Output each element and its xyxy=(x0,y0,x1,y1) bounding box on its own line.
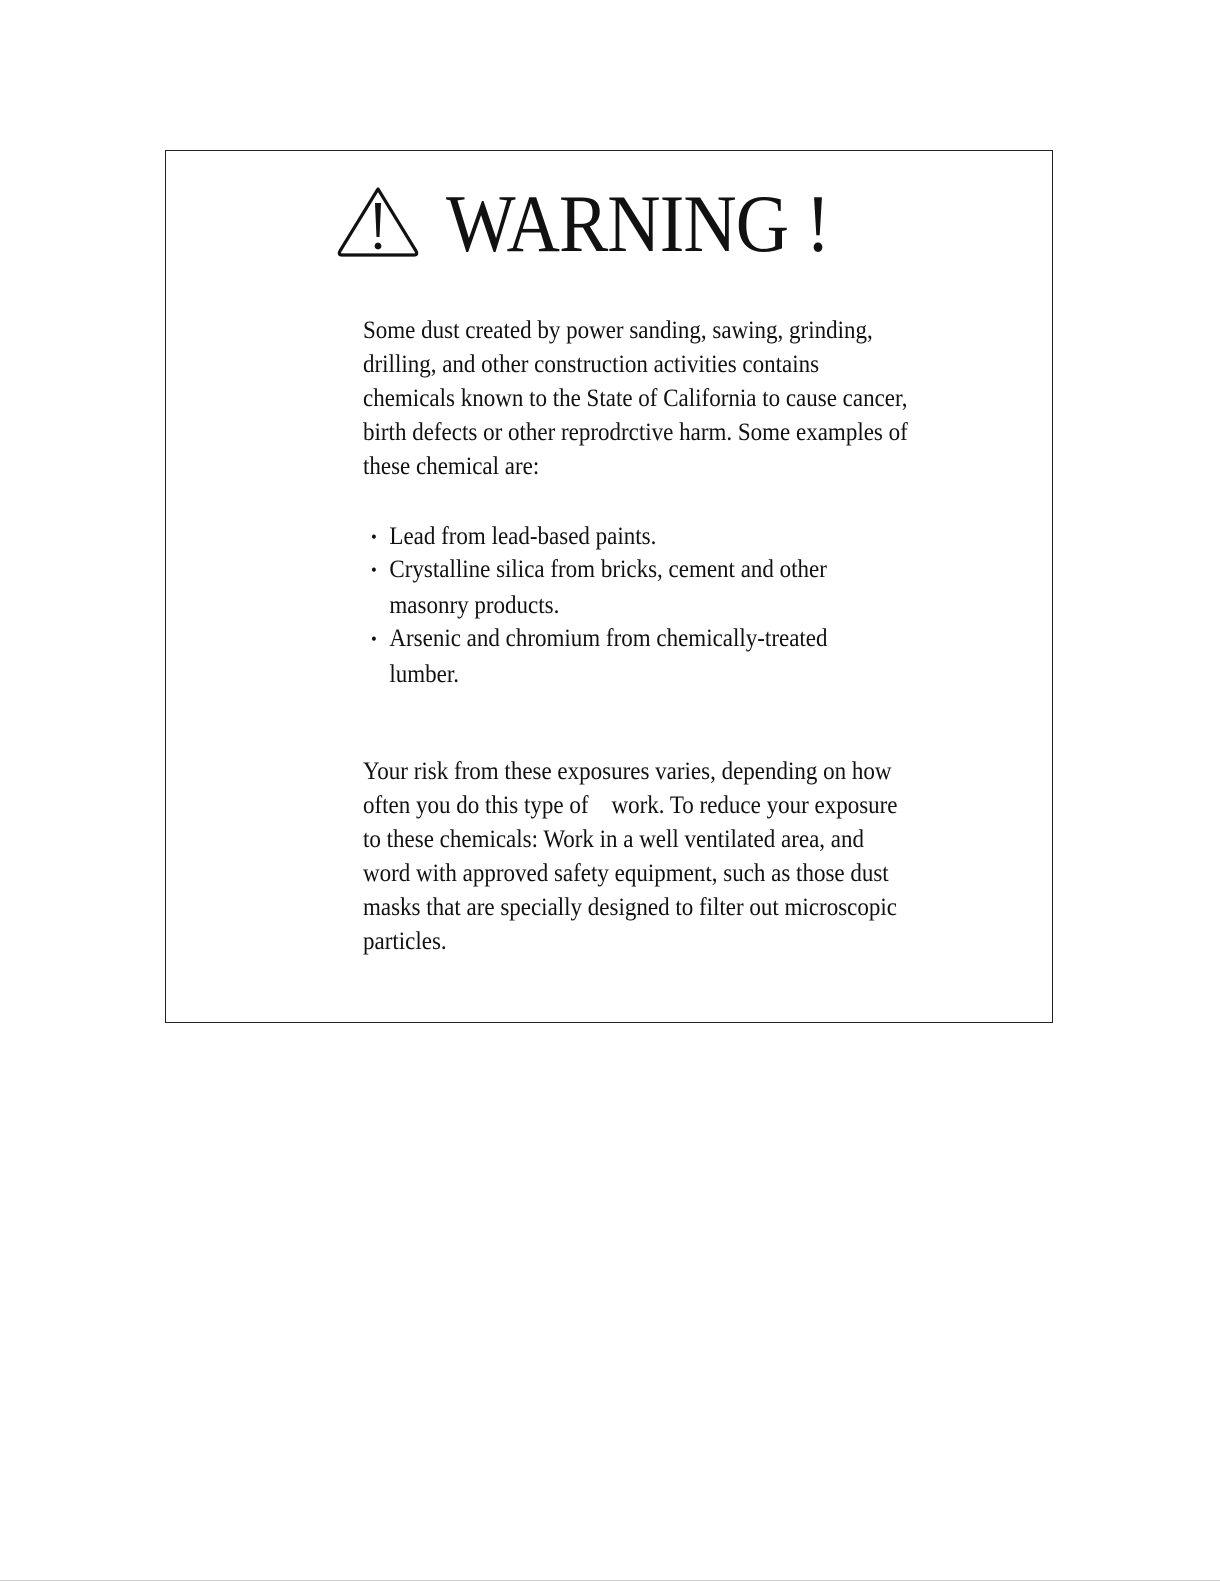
warning-notice-box xyxy=(165,150,1053,1023)
chemical-examples-list xyxy=(371,519,886,690)
warning-header xyxy=(336,179,896,269)
page-bottom-divider xyxy=(0,1580,1220,1581)
list-item: • Lead from lead-based paints. xyxy=(371,519,886,555)
list-item: • Crystalline silica from bricks, cement and other masonry products. xyxy=(371,552,886,624)
warning-advice-paragraph: Your risk from these exposures varies, depending on how often you do this type of work. To reduce your exposure to these chemicals: Work in a well ventilated area, and word with approved safety equipment, such as those dust masks that are specially designed to filter out microscopic particles. xyxy=(363,758,904,955)
list-item: • Arsenic and chromium from chemically-treated lumber. xyxy=(371,621,886,693)
warning-title: WARNING ! xyxy=(446,178,830,269)
warning-triangle-icon xyxy=(336,185,420,264)
warning-intro-paragraph: Some dust created by power sanding, sawing, grinding, drilling, and other construction activities contains chemicals known to the State of California to cause cancer, birth defects or other reprodrctive harm. Some examples of these chemical are: xyxy=(363,317,908,480)
